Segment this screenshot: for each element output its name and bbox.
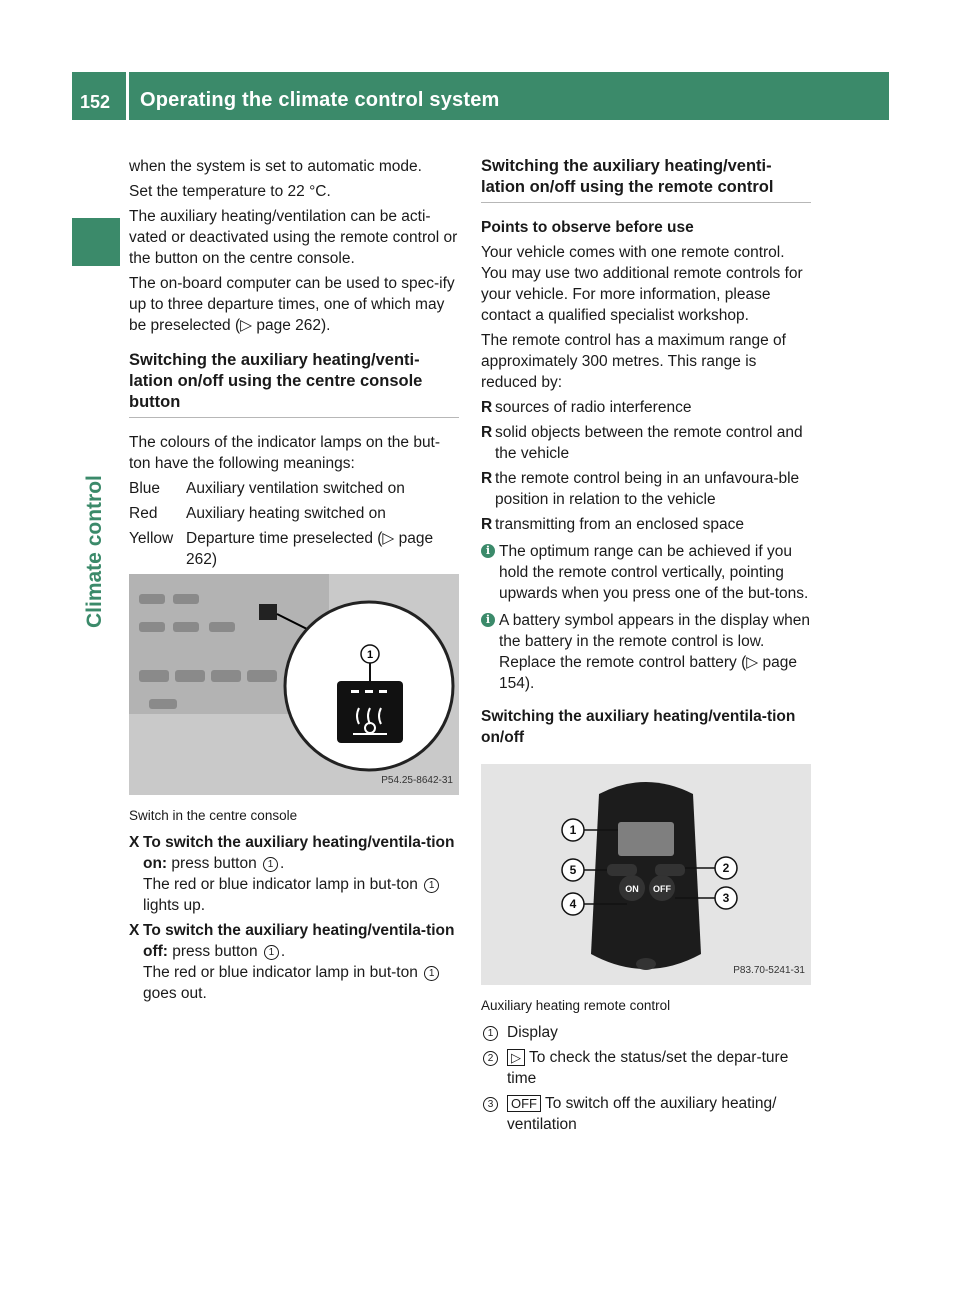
left-column — [129, 156, 459, 1008]
paragraph: The colours of the indicator lamps on the but-ton have the following meanings: — [129, 434, 441, 472]
color-meaning: Auxiliary heating switched on — [186, 505, 386, 522]
info-text: A battery symbol appears in the display when the battery in the remote control is low. Replace the remote control battery (▷ page 154). — [499, 612, 811, 692]
step-result: goes out. — [143, 985, 207, 1002]
figure-code: P54.25-8642-31 — [381, 775, 453, 786]
step-text: press button — [167, 943, 262, 960]
subheading: Points to observe before use — [481, 219, 694, 236]
list-item-text: transmitting from an enclosed space — [495, 516, 744, 533]
remote-control-photo — [481, 764, 811, 985]
svg-text:4: 4 — [569, 897, 577, 911]
svg-text:2: 2 — [722, 861, 730, 875]
subheading: Switching the auxiliary heating/ventila-tion on/off — [481, 708, 796, 746]
bullet-marker: R — [481, 516, 493, 533]
figure-caption: Switch in the centre console — [129, 808, 298, 823]
off-button-label: OFF — [653, 884, 671, 894]
section-heading: Switching the auxiliary heating/venti-lation on/off using the centre console button — [129, 350, 459, 418]
callout-1: 1 — [483, 1026, 498, 1041]
callout-2: 2 — [483, 1051, 498, 1066]
paragraph: Set the temperature to 22 °C. — [129, 183, 331, 200]
info-note — [481, 610, 811, 694]
section-heading: Switching the auxiliary heating/venti-lation on/off using the remote control — [481, 156, 811, 203]
list-item — [481, 397, 811, 418]
info-note — [481, 541, 811, 604]
info-icon: i — [481, 544, 495, 558]
callout-1: 1 — [424, 878, 439, 893]
centre-console-photo — [129, 574, 459, 795]
paragraph: when the system is set to automatic mode. — [129, 158, 422, 175]
step-result: The red or blue indicator lamp in but-ton — [143, 876, 423, 893]
step-text: press button — [167, 855, 262, 872]
svg-text:1: 1 — [569, 823, 577, 837]
legend-item — [481, 1022, 811, 1043]
step-text: . — [280, 855, 285, 872]
step-text: . — [280, 943, 286, 960]
bullet-marker: R — [481, 399, 493, 416]
instruction-step — [129, 920, 459, 1004]
legend-text: To switch off the auxiliary heating/ ventilation — [507, 1095, 777, 1133]
paragraph: Your vehicle comes with one remote control. You may use two additional remote controls for your vehicle. For more information, please contact a qualified specialist workshop. — [481, 244, 803, 324]
header-divider — [126, 72, 129, 120]
svg-text:3: 3 — [722, 891, 730, 905]
list-item-text: solid objects between the remote control and the vehicle — [495, 424, 803, 462]
color-name: Red — [129, 505, 158, 522]
step-title: To switch the auxiliary heating/ventila-tion on: — [143, 834, 455, 872]
list-item-text: sources of radio interference — [495, 399, 692, 416]
section-label: Climate control — [83, 475, 106, 628]
right-column — [481, 156, 811, 1139]
list-item — [481, 422, 811, 464]
centre-console-illustration — [129, 574, 459, 795]
remote-control-illustration — [481, 764, 811, 985]
paragraph: The auxiliary heating/ventilation can be acti-vated or deactivated using the remote control or the button on the centre console. — [129, 208, 458, 267]
off-key-icon: OFF — [507, 1095, 541, 1112]
paragraph: The remote control has a maximum range of approximately 300 metres. This range is reduced by: — [481, 332, 786, 391]
bullet-marker: R — [481, 470, 493, 487]
figure-code: P83.70-5241-31 — [733, 965, 805, 976]
callout-1: 1 — [424, 966, 439, 981]
bullet-marker: R — [481, 424, 493, 441]
instruction-step — [129, 832, 459, 916]
step-title: To switch the auxiliary heating/ventila-tion off: — [143, 922, 455, 960]
step-result: The red or blue indicator lamp in but-ton — [143, 964, 423, 981]
on-button-label: ON — [625, 884, 639, 894]
callout-1: 1 — [264, 945, 279, 960]
play-key-icon: ▷ — [507, 1049, 525, 1066]
legend-text: To check the status/set the depar-ture time — [507, 1049, 789, 1087]
figure-caption: Auxiliary heating remote control — [481, 998, 671, 1013]
list-item-text: the remote control being in an unfavoura-ble position in relation to the vehicle — [495, 470, 800, 508]
callout-1: 1 — [263, 857, 278, 872]
svg-text:1: 1 — [366, 649, 374, 661]
color-row — [129, 528, 459, 570]
page-title: Operating the climate control system — [140, 89, 500, 111]
list-item — [481, 468, 811, 510]
callout-3: 3 — [483, 1097, 498, 1112]
color-meaning: Auxiliary ventilation switched on — [186, 480, 405, 497]
legend-item — [481, 1093, 811, 1135]
list-item — [481, 514, 811, 535]
info-text: The optimum range can be achieved if you hold the remote control vertically, pointing upwards when you press one of the but-tons. — [499, 543, 809, 602]
info-icon: i — [481, 613, 495, 627]
legend-item — [481, 1047, 811, 1089]
color-row — [129, 478, 459, 499]
page-number: 152 — [80, 92, 111, 112]
color-meaning: Departure time preselected (▷ page 262) — [186, 530, 434, 568]
paragraph: The on-board computer can be used to spec-ify up to three departure times, one of which may be preselected (▷ page 262). — [129, 275, 455, 334]
legend-text: Display — [507, 1024, 558, 1041]
step-marker: X — [129, 834, 140, 851]
svg-text:5: 5 — [569, 863, 577, 877]
section-marker — [72, 218, 120, 266]
step-result: lights up. — [143, 897, 206, 914]
step-marker: X — [129, 922, 140, 939]
color-row — [129, 503, 459, 524]
color-name: Blue — [129, 480, 161, 497]
color-name: Yellow — [129, 530, 174, 547]
